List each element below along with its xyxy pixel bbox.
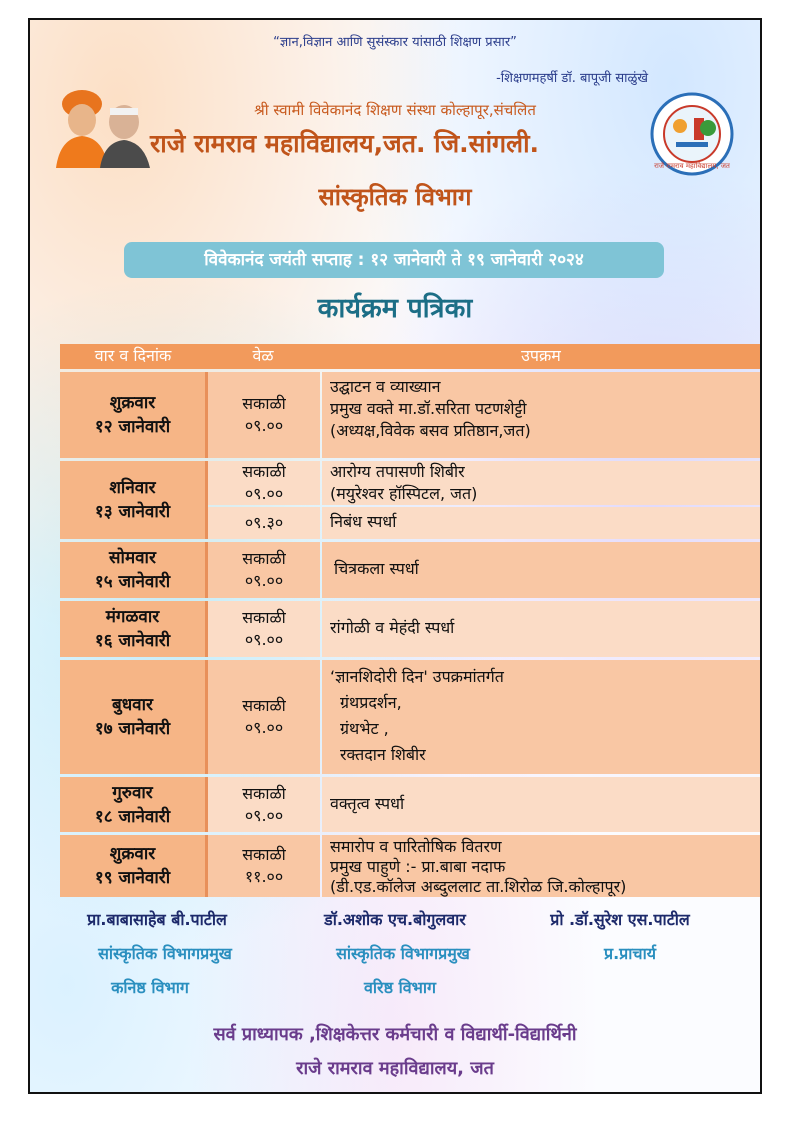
header-day-date: वार व दिनांक	[60, 344, 206, 369]
header-time: वेळ	[206, 344, 320, 369]
table-row-time: सकाळी ०९.००	[208, 601, 320, 657]
signatory-role-2: सांस्कृतिक विभागप्रमुख	[336, 944, 470, 963]
signatory-dept-2: वरिष्ठ विभाग	[363, 978, 437, 997]
table-row-day: शुक्रवार १९ जानेवारी	[60, 835, 208, 897]
table-row-time: सकाळी ०९.००	[208, 372, 320, 458]
table-row-day: शुक्रवार १२ जानेवारी	[60, 372, 208, 458]
department-title: सांस्कृतिक विभाग	[318, 183, 472, 211]
table-row-activity: निबंध स्पर्धा	[322, 507, 762, 539]
signatory-dept-1: कनिष्ठ विभाग	[111, 978, 189, 997]
signatory-name-1: प्रा.बाबासाहेब बी.पाटील	[87, 910, 227, 929]
table-row-activity: समारोप व पारितोषिक वितरण प्रमुख पाहुणे :- प्रा.बाबा नदाफ (डी.एड.कॉलेज अब्दुललाट ता.शिरोळ जि.कोल्हापूर)	[322, 835, 762, 897]
table-row-time: सकाळी ०९.००	[208, 777, 320, 832]
college-name: राजे रामराव महाविद्यालय,जत. जि.सांगली.	[150, 129, 540, 158]
invitation-card	[28, 18, 762, 1094]
table-row-day: बुधवार १७ जानेवारी	[60, 660, 208, 774]
signatory-role-1: सांस्कृतिक विभागप्रमुख	[98, 944, 232, 963]
table-row-activity: चित्रकला स्पर्धा	[322, 542, 762, 598]
table-row-day: गुरुवार १८ जानेवारी	[60, 777, 208, 832]
table-row-activity: आरोग्य तपासणी शिबीर (मयुरेश्वर हॉस्पिटल, जत)	[322, 461, 762, 505]
table-row-time: सकाळी ०९.००	[208, 542, 320, 598]
sanstha-name: श्री स्वामी विवेकानंद शिक्षण संस्था कोल्हापूर,संचलित	[254, 101, 536, 119]
motto-author: -शिक्षणमहर्षी डॉ. बापूजी साळुंखे	[496, 71, 648, 86]
table-row-time: सकाळी ०९.००	[208, 660, 320, 774]
week-banner: विवेकानंद जयंती सप्ताह : १२ जानेवारी ते १९ जानेवारी २०२४	[124, 242, 664, 278]
header-activity: उपक्रम	[320, 344, 762, 369]
table-row-activity: ‘ज्ञानशिदोरी दिन' उपक्रमांतर्गत ग्रंथप्रदर्शन, ग्रंथभेट , रक्तदान शिबीर	[322, 660, 762, 774]
signatory-role-3: प्र.प्राचार्य	[603, 944, 656, 963]
motto: “ज्ञान,विज्ञान आणि सुसंस्कार यांसाठी शिक्षण प्रसार”	[273, 35, 517, 50]
table-row-activity: वक्तृत्व स्पर्धा	[322, 777, 762, 832]
table-row-activity: रांगोळी व मेहंदी स्पर्धा	[322, 601, 762, 657]
founders-portrait-image	[46, 82, 154, 168]
footer-college: राजे रामराव महाविद्यालय, जत	[296, 1058, 494, 1079]
table-row-day: शनिवार १३ जानेवारी	[60, 461, 208, 539]
footer-staff: सर्व प्राध्यापक ,शिक्षकेत्तर कर्मचारी व विद्यार्थी-विद्यार्थिनी	[213, 1024, 577, 1045]
schedule-title: कार्यक्रम पत्रिका	[317, 293, 473, 324]
signatory-name-2: डॉ.अशोक एच.बोगुलवार	[324, 910, 466, 929]
table-row-day: मंगळवार १६ जानेवारी	[60, 601, 208, 657]
table-row-time: सकाळी ११.००	[208, 835, 320, 897]
table-row-time: सकाळी ०९.००	[208, 461, 320, 505]
schedule-table	[60, 344, 762, 897]
logo-caption: राजे रामराव महाविद्यालय, जत	[654, 162, 730, 170]
table-row-time: ०९.३०	[208, 507, 320, 539]
signatory-name-3: प्रो .डॉ.सुरेश एस.पाटील	[550, 910, 690, 929]
table-row-activity: उद्घाटन व व्याख्यान प्रमुख वक्ते मा.डॉ.सरिता पटणशेट्टी (अध्यक्ष,विवेक बसव प्रतिष्ठान,जत)	[322, 372, 762, 458]
table-row-day: सोमवार १५ जानेवारी	[60, 542, 208, 598]
